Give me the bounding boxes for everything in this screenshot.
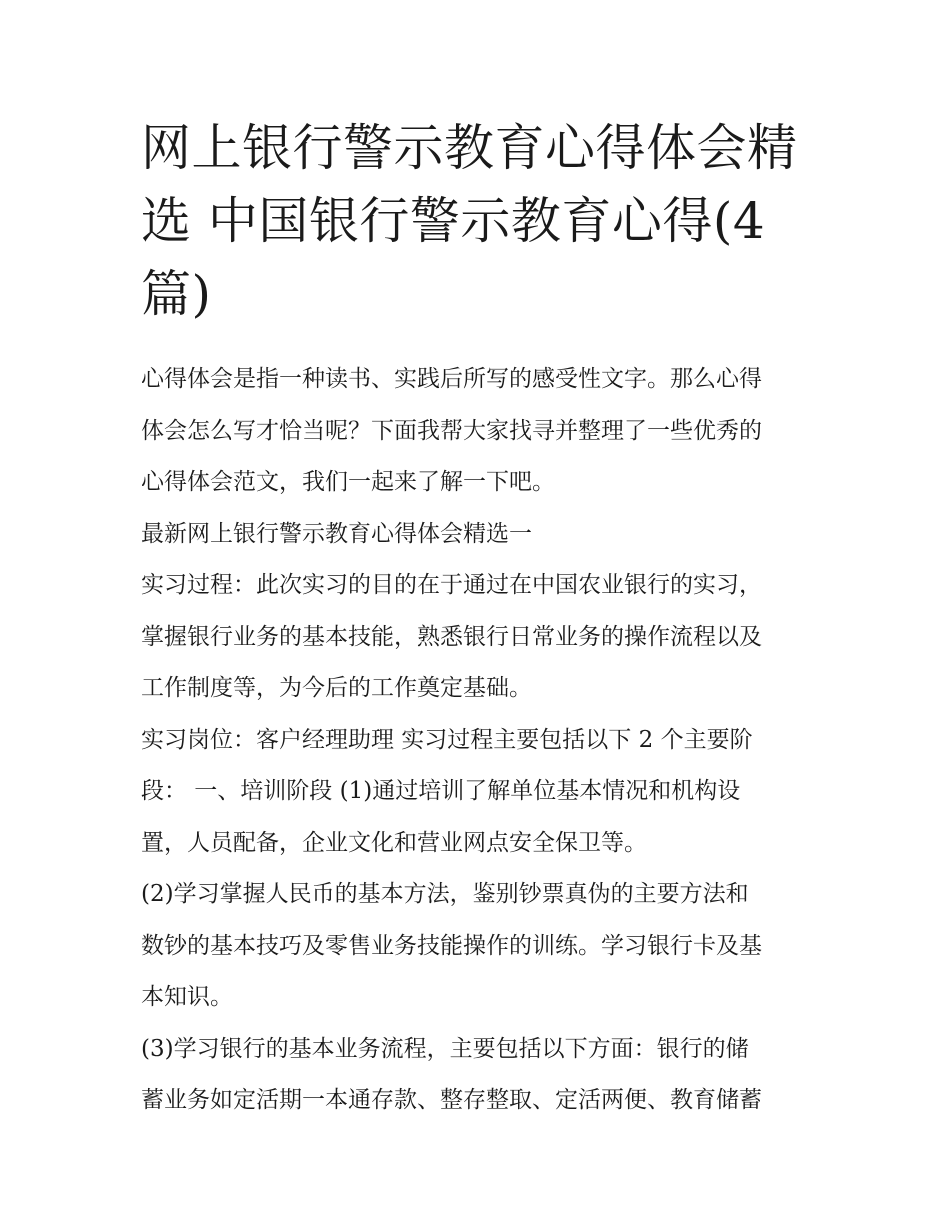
training-item-3-paragraph: [141, 1024, 813, 1127]
text-line: (3)学习银行的基本业务流程，主要包括以下方面：银行的储: [141, 1035, 749, 1062]
text-line: 最新网上银行警示教育心得体会精选一: [141, 520, 532, 547]
document-page: [141, 112, 813, 1127]
internship-process-paragraph: [141, 560, 813, 715]
title-line: 篇): [141, 265, 212, 323]
document-title: [141, 112, 813, 331]
text-line: 数钞的基本技巧及零售业务技能操作的训练。学习银行卡及基: [141, 932, 762, 959]
text-line: 置，人员配备，企业文化和营业网点安全保卫等。: [141, 829, 647, 856]
text-line: 工作制度等，为今后的工作奠定基础。: [141, 675, 532, 701]
text-line: 蓄业务如定活期一本通存款、整存整取、定活两便、教育储蓄: [141, 1087, 762, 1113]
text-line: 段： 一、培训阶段 (1)通过培训了解单位基本情况和机构设: [141, 778, 741, 804]
training-item-2-paragraph: [141, 869, 813, 1024]
intro-paragraph: [141, 354, 813, 509]
document-body: [141, 354, 813, 1127]
text-line: 实习岗位：客户经理助理 实习过程主要包括以下 2 个主要阶: [141, 726, 753, 753]
text-line: 掌握银行业务的基本技能，熟悉银行日常业务的操作流程以及: [141, 623, 762, 650]
text-line: 体会怎么写才恰当呢？下面我帮大家找寻并整理了一些优秀的: [141, 417, 762, 444]
internship-position-paragraph: [141, 715, 813, 870]
text-line: 本知识。: [141, 984, 233, 1010]
text-line: (2)学习掌握人民币的基本方法，鉴别钞票真伪的主要方法和: [141, 881, 749, 907]
text-line: 心得体会范文，我们一起来了解一下吧。: [141, 469, 555, 495]
title-line: 网上银行警示教育心得体会精: [141, 119, 798, 177]
section-heading: [141, 509, 813, 561]
title-line: 选 中国银行警示教育心得(4: [141, 192, 766, 250]
text-line: 心得体会是指一种读书、实践后所写的感受性文字。那么心得: [141, 366, 762, 392]
text-line: 实习过程：此次实习的目的在于通过在中国农业银行的实习，: [141, 572, 762, 598]
